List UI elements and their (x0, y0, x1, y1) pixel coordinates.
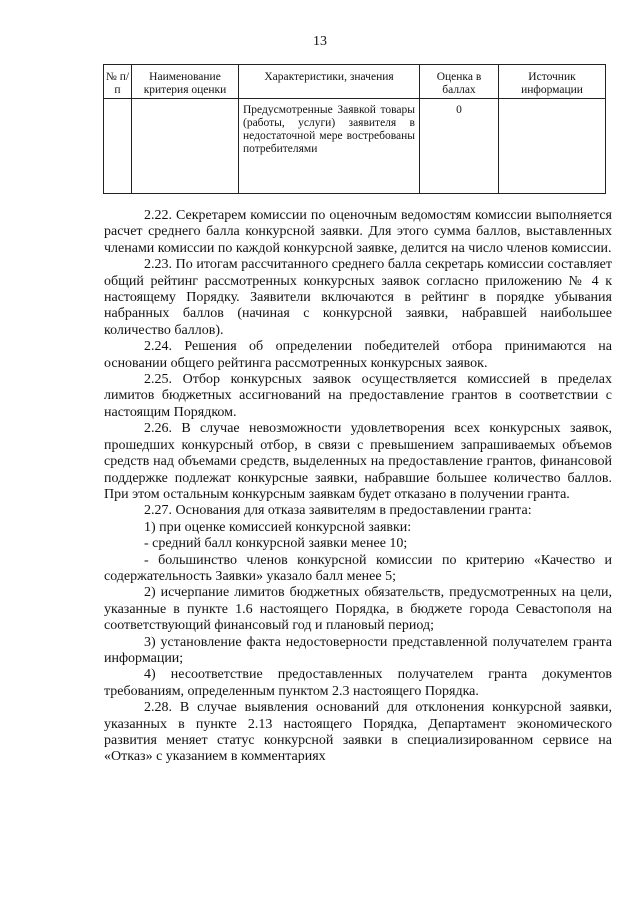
list-item-3: 3) установление факта недостоверности представленной получателем гранта информации; (104, 634, 612, 666)
table-header-row (104, 65, 606, 99)
paragraph-2-27: 2.27. Основания для отказа заявителям в предоставлении гранта: (144, 503, 532, 519)
cell-criterion (132, 99, 239, 194)
cell-source (499, 99, 606, 194)
paragraph-2-22: 2.22. Секретарем комиссии по оценочным ведомостям комиссии выполняется расчет среднего балла конкурсной заявки. Для этого сумма баллов, выставленных членами комиссии по каждой конкурсной заявке, делится на число членов комиссии. (104, 208, 612, 256)
paragraph-2-23: 2.23. По итогам рассчитанного среднего балла секретарь комиссии составляет общий рейтинг рассмотренных конкурсных заявок согласно приложению № 4 к настоящему Порядку. Заявители включаются в рейтинг в порядке убывания набранных баллов (начиная с конкурсной заявки, набравшей наибольшее количество баллов). (104, 257, 612, 338)
paragraph-2-26: 2.26. В случае невозможности удовлетворения всех конкурсных заявок, прошедших конкурсный отбор, в связи с превышением запрашиваемых объемов средств над объемами средств, выделенных на предоставление грантов, финансовой поддержке подлежат конкурсные заявки, набравшие большее количество баллов. При этом остальным конкурсным заявкам будет отказано в получении гранта. (104, 421, 612, 502)
criteria-table (103, 64, 606, 194)
list-item-1: 1) при оценке комиссией конкурсной заявки: (144, 519, 412, 535)
header-characteristics: Характеристики, значения (239, 65, 420, 99)
list-item-2: 2) исчерпание лимитов бюджетных обязательств, предусмотренных на цели, указанные в пункте 1.6 настоящего Порядка, в бюджете города Севастополя на соответствующий финансовый год и плановый период; (104, 585, 612, 634)
cell-number (104, 99, 132, 194)
paragraph-2-28: 2.28. В случае выявления оснований для отклонения конкурсной заявки, указанных в пункте 2.13 настоящего Порядка, Департамент экономического развития меняет статус конкурсной заявки в специализированном сервисе на «Отказ» с указанием в комментариях (104, 700, 612, 765)
list-item-1a: - средний балл конкурсной заявки менее 10; (144, 536, 408, 552)
list-item-4: 4) несоответствие предоставленных получателем гранта документов требованиям, определенным пунктом 2.3 настоящего Порядка. (104, 667, 612, 699)
header-source: Источник информации (499, 65, 606, 99)
paragraph-2-25: 2.25. Отбор конкурсных заявок осуществляется комиссией в пределах лимитов бюджетных ассигнований на предоставление грантов в соответствии с настоящим Порядком. (104, 372, 612, 420)
cell-characteristic: Предусмотренные Заявкой товары (работы, услуги) заявителя в недостаточной мере востребованы потребителями (239, 99, 420, 194)
document-body (104, 208, 612, 766)
table-row (104, 99, 606, 194)
header-score: Оценка в баллах (420, 65, 499, 99)
page-number: 13 (313, 34, 327, 49)
cell-score: 0 (420, 99, 499, 194)
list-item-1b: - большинство членов конкурсной комиссии по критерию «Качество и содержательность Заявки» указало балл менее 5; (104, 552, 612, 584)
paragraph-2-24: 2.24. Решения об определении победителей отбора принимаются на основании общего рейтинга рассмотренных конкурсных заявок. (104, 339, 612, 371)
header-number: № п/п (104, 65, 132, 99)
header-criterion: Наименование критерия оценки (132, 65, 239, 99)
